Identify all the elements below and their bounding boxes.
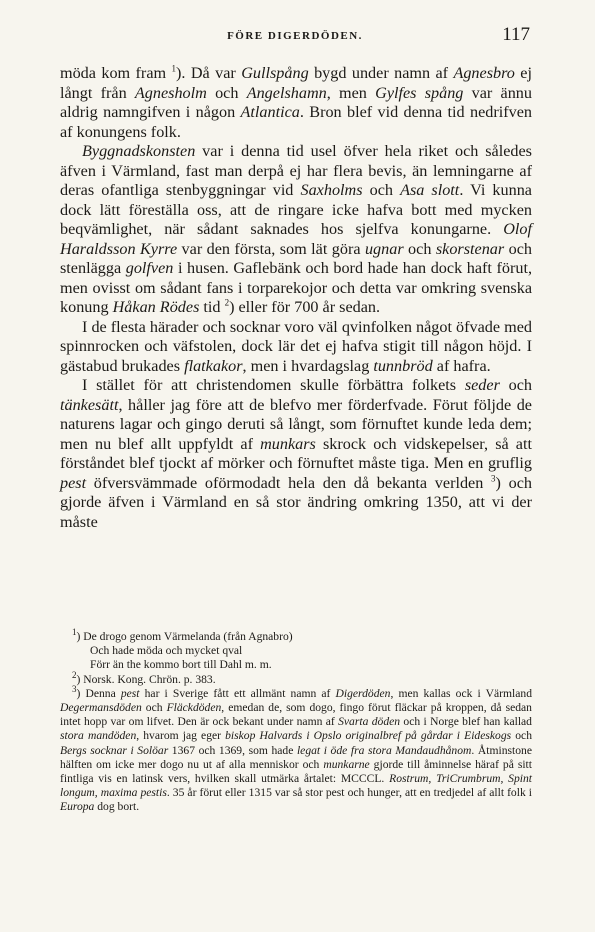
text-run: har i Sverige fått ett allmänt namn af [139, 686, 336, 700]
text-run: , hvarom jag eger [136, 729, 226, 743]
italic-term: munkarne [323, 757, 370, 771]
text-run: , men [326, 83, 376, 102]
footnote-3 [60, 683, 533, 815]
text-run: i husen. Gaflebänk och bord hade han dock haft förut, men ovisst om sådant fans i torparekojor och detta var omkring svenska konung [60, 259, 532, 316]
text-run: , men i hvardagslag [242, 356, 374, 375]
page-number: 117 [502, 24, 530, 45]
text-run: af hafra. [432, 356, 491, 375]
text-run: dog bort. [94, 800, 140, 814]
text-run: och [499, 376, 532, 394]
italic-term: Håkan Rödes [112, 298, 200, 316]
text-run: och [403, 239, 436, 258]
footnote-reference: 3 [491, 473, 496, 484]
paragraph [60, 64, 532, 142]
running-head [60, 24, 530, 48]
italic-term: Asa slott [400, 181, 460, 199]
text-run: och i Norge blef han kallad [400, 715, 532, 729]
footnote-2-text: ) Norsk. Kong. Chrön. p. 383. [76, 672, 216, 686]
text-run: och [206, 83, 247, 102]
italic-term: Atlantica [240, 103, 300, 121]
text-run: var ännu aldrig namngifven i någon [60, 83, 532, 121]
text-run: ). Då var [176, 64, 242, 82]
italic-term: pest [120, 686, 140, 700]
paragraph [60, 142, 532, 318]
text-run: ) eller för 700 år sedan. [229, 298, 381, 316]
footnote-1-line-3: Förr än the kommo bort till Dahl m. m. [90, 658, 272, 672]
paragraph [60, 376, 532, 532]
italic-term: biskop Halvards i Opslo originalbref på gårdar i Eideskogs [225, 729, 512, 743]
text-run: , men kallas ock i Värmland [390, 686, 532, 700]
running-head-title: FÖRE DIGERDÖDEN. [227, 30, 363, 42]
text-run: . Vi kunna dock lätt föreställa oss, att de ringare icke hafva bott med mycken beqvämlighet, när sådant saknades hos sjelfva konungarne. [60, 181, 532, 238]
text-run: gjorde till åminnelse häraf på sitt fintliga vis en latinsk vers, hvilken skall utmärka årtalet: MCCCL. [60, 757, 533, 786]
text-run: I stället för att christendomen skulle förbättra folkets [82, 376, 465, 394]
footnote-reference: 2 [224, 297, 230, 308]
text-run: , emedan de, som dogo, fingo förut fläckar på kroppen, då sedan intet hopp var om lifvet. Den är ock bekant under namn af [60, 701, 532, 729]
footnote-1-line-1: $^1$) De drogo genom Värmelanda (från Agnabro) [72, 627, 293, 643]
text-run: . Bron blef vid denna tid nedrifven af konungens folk. [60, 103, 532, 141]
italic-term: flatkakor [184, 356, 243, 375]
text-run: ) och gjorde äfven i Värmland en så stor ändring omkring 1350, att vi der måste [60, 473, 532, 531]
text-run: och [141, 701, 167, 715]
text-run: bygd under namn af [308, 64, 454, 82]
footnotes [60, 627, 533, 815]
text-run: var i denna tid usel öfver hela riket och således äfven i Värmland, fast man derpå ej har flera bevis, än lemningarne af deras ofantliga stenbyggningar vid [60, 142, 532, 199]
italic-term: Agnesholm [134, 83, 207, 102]
text-run: . 35 år förut eller 1315 var så stor pest och hunger, att en tredjedel af allt folk i [166, 786, 533, 800]
text-run: 1367 och 1369, som hade [168, 743, 297, 757]
italic-term: Digerdöden [335, 686, 391, 700]
italic-term: Europa [60, 800, 95, 814]
italic-term: Saxholms [300, 181, 363, 199]
text-run: och [362, 181, 401, 199]
text-run: . Åtminstone hälften om icke mer dogo nu ut af alla menniskor och [60, 743, 532, 771]
italic-term: Bergs socknar i Solöar [60, 743, 169, 757]
text-run: ) Denna [76, 686, 121, 700]
text-run: ej långt från [60, 64, 532, 102]
italic-term: Rostrum, TriCrumbrum, Spint longum, maxima pestis [60, 772, 533, 800]
italic-term: golfven [125, 259, 174, 277]
italic-term: stora mandöden [60, 729, 137, 743]
italic-term: Olof Haraldsson Kyrre [60, 220, 532, 258]
footnote-2-mark: 2 [72, 669, 77, 680]
footnote-reference: 1 [171, 63, 177, 74]
text-run: och stenlägga [60, 239, 532, 277]
text-run: möda kom fram [60, 64, 172, 82]
italic-term: Angelshamn [246, 83, 327, 102]
text-run: tid [199, 298, 225, 316]
italic-term: Svarta döden [338, 715, 401, 729]
italic-term: munkars [260, 434, 316, 453]
italic-term: pest [60, 473, 87, 492]
italic-term: Gylfes spång [375, 83, 464, 102]
footnote-2 [60, 669, 532, 687]
italic-term: Byggnadskonsten [82, 142, 196, 160]
footnote-1 [60, 627, 532, 673]
italic-term: Degermansdöden [60, 701, 142, 715]
text-run: skrock och vidskepelser, så att förståndet blef tjockt af mörker och förnuftet måste tiga. Men en gruflig [60, 434, 532, 472]
italic-term: seder [464, 376, 500, 394]
italic-term: Agnesbro [453, 64, 515, 82]
body-text [60, 64, 532, 532]
italic-term: legat i öde fra stora Mandaudhånom [296, 743, 472, 757]
italic-term: Gullspång [241, 64, 309, 82]
italic-term: tänkesätt [60, 395, 119, 414]
text-run: I de flesta härader och socknar voro väl qvinfolken något öfvade med spinnrocken och väfstolen, dock lär det ej hafva stigit till någon höjd. I gästabud brukades [60, 317, 532, 375]
italic-term: tunnbröd [373, 356, 433, 375]
text-run: var den första, som lät göra [177, 239, 365, 258]
footnote-1-line-2: Och hade möda och mycket qval [90, 644, 243, 658]
footnote-1-mark: 1 [72, 627, 77, 638]
italic-term: ugnar [364, 239, 404, 258]
italic-term: skorstenar [435, 239, 505, 258]
text-run: och [511, 729, 532, 743]
text-run: öfversvämmade oförmodadt hela den då bekanta verlden [86, 473, 492, 492]
italic-term: Fläckdöden [166, 701, 222, 715]
paragraph [60, 318, 532, 377]
footnote-3-mark: 3 [72, 683, 77, 694]
text-run: , håller jag före att de blefvo mer förderfvade. Förut följde de naturens lagar och gingo deruti så långt, som förnuftet kunde leda dem; men nu blef allt uppfyldt af [60, 395, 532, 453]
